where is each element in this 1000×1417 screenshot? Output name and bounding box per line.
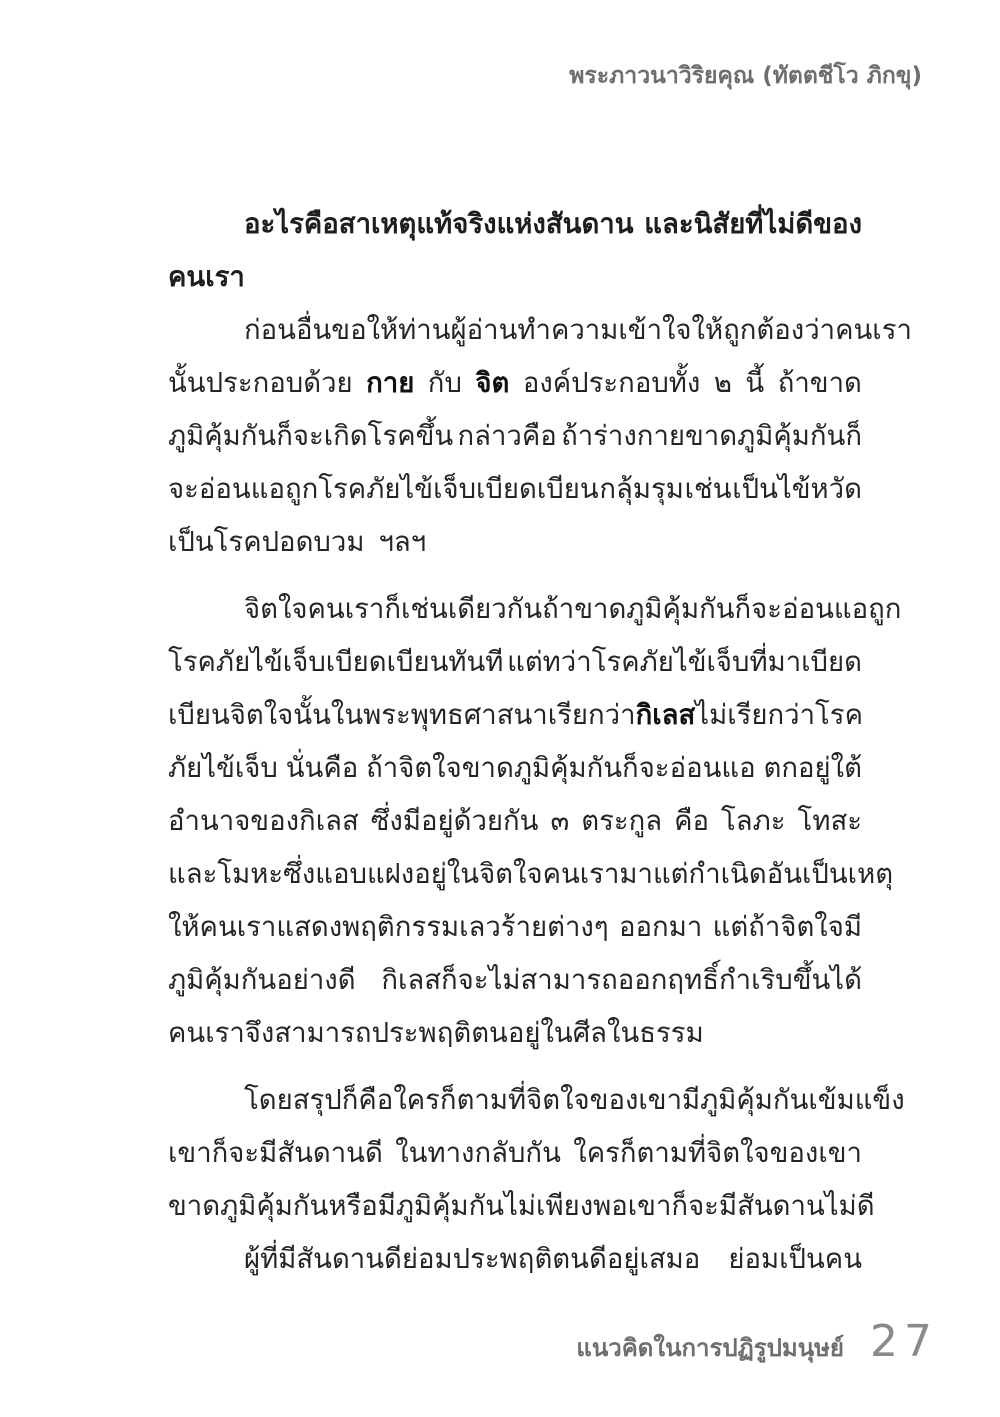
paragraph-2-line-6 (168, 848, 894, 901)
text-segment: โรคภัยไข้เจ็บเบียดเบียนทันที (168, 646, 504, 678)
page-number: 27 (870, 1316, 938, 1367)
text-segment: ก่อนอื่นขอให้ท่านผู้อ่านทำความเข้าใจให้ถูกต้องว่า (244, 314, 836, 346)
text-segment: อันเป็นเหตุ (766, 858, 894, 890)
text-segment: เขาก็จะมีสันดานไม่ดี (627, 1190, 875, 1222)
text-segment: อะไรคือสาเหตุแท้จริงแห่งสันดาน (244, 208, 634, 240)
paragraph-2-line-9 (168, 1007, 862, 1060)
paragraph-1-line-1 (168, 304, 912, 357)
text-segment: ภัยไข้เจ็บ (168, 752, 278, 784)
text-segment: คนเรา (835, 314, 912, 346)
bold-term-kaya: กาย (366, 367, 415, 399)
paragraph-1-line-4 (168, 463, 862, 516)
paragraph-3-line-1 (168, 1074, 905, 1127)
text-segment: จิตใจคนเราก็เช่นเดียวกัน (244, 593, 543, 625)
paragraph-4-line-1 (168, 1233, 862, 1286)
page-footer (576, 1316, 938, 1367)
paragraph-2-line-5 (168, 795, 862, 848)
text-segment: ออกมา (619, 911, 703, 943)
text-segment: ผู้ที่มีสันดานดีย่อมประพฤติตนดีอยู่เสมอ (244, 1243, 701, 1275)
text-segment: ถูก (868, 593, 902, 625)
text-segment: กับ (427, 367, 462, 399)
text-segment: ๓ (550, 805, 570, 837)
text-segment: เขาก็จะมีสันดานดี (168, 1137, 383, 1169)
paragraph-2-line-3 (168, 689, 862, 742)
text-segment: ภูมิคุ้มกันก็จะเกิดโรคขึ้น (168, 420, 454, 452)
text-segment: แต่ถ้าจิตใจมี (712, 911, 862, 943)
text-segment: ๒ (713, 367, 732, 399)
page-body (168, 198, 912, 1286)
text-segment: คนเรา (168, 261, 245, 293)
text-segment: และนิสัยที่ไม่ดีของ (644, 208, 862, 240)
bold-term-chit: จิต (475, 367, 510, 399)
text-segment: แต่ทว่าโรคภัยไข้เจ็บที่มาเบียด (507, 646, 862, 678)
text-segment: คือ (674, 805, 710, 837)
paragraph-2-line-8 (168, 954, 862, 1007)
paragraph-1-line-5 (168, 516, 862, 569)
paragraph-2-line-2 (168, 636, 862, 689)
text-segment: จะอ่อนแอถูกโรคภัยไข้เจ็บเบียดเบียน (168, 473, 599, 505)
text-segment: ตระกูล (581, 805, 663, 837)
section-heading-line-1 (168, 198, 862, 251)
text-segment: นั้นประกอบด้วย (168, 367, 353, 399)
text-segment: ให้คนเราแสดงพฤติกรรมเลวร้ายต่างๆ (168, 911, 609, 943)
text-segment: ถ้าร่างกายขาดภูมิคุ้มกันก็ (561, 420, 862, 452)
text-segment: อำนาจของกิเลส (168, 805, 359, 837)
paragraph-1-line-3 (168, 410, 862, 463)
text-segment: ในพระพุทธศาสนาเรียกว่า (330, 699, 636, 731)
text-segment: ถ้าขาด (777, 367, 862, 399)
running-head: พระภาวนาวิริยคุณ (ทัตตชีโว ภิกขุ) (569, 63, 922, 89)
paragraph-3-line-3 (168, 1180, 875, 1233)
text-segment: นั่นคือ (285, 752, 359, 784)
text-segment: ไม่เรียกว่าโรค (695, 699, 863, 731)
bold-term-kilesa: กิเลส (635, 699, 696, 731)
book-title: แนวคิดในการปฏิรูปมนุษย์ (576, 1334, 844, 1362)
text-segment: โทสะ (797, 805, 862, 837)
text-segment: ถ้าขาดภูมิคุ้มกันก็จะอ่อนแอ (542, 593, 869, 625)
paragraph-3-line-2 (168, 1127, 862, 1180)
text-segment: นี้ (745, 367, 765, 399)
text-segment: ใครก็ตามที่จิตใจของเขามีภูมิคุ้มกันเข้มแข็ง (393, 1084, 905, 1116)
paragraph-1-line-2 (168, 357, 862, 410)
section-heading-line-2 (168, 251, 862, 304)
text-segment: เป็นโรคปอดบวม (168, 526, 365, 558)
text-segment: กลุ้มรุม (599, 473, 684, 505)
text-segment: คนเราจึงสามารถประพฤติตนอยู่ในศีลในธรรม (168, 1017, 704, 1049)
paragraph-2-line-1 (168, 583, 902, 636)
text-segment: องค์ประกอบทั้ง (522, 367, 701, 399)
text-segment: ถ้าจิตใจขาดภูมิคุ้มกันก็จะอ่อนแอ (366, 752, 756, 784)
text-segment: ซึ่งมีอยู่ด้วยกัน (370, 805, 539, 837)
text-segment: เป็นไข้หวัด (732, 473, 862, 505)
text-segment: โลภะ (721, 805, 786, 837)
text-segment: เบียนจิตใจนั้น (168, 699, 331, 731)
text-segment: หรือมีภูมิคุ้มกันไม่เพียงพอ (328, 1190, 628, 1222)
text-segment: ขาดภูมิคุ้มกัน (168, 1190, 329, 1222)
text-segment: ตกอยู่ใต้ (763, 752, 862, 784)
paragraph-2-line-4 (168, 742, 862, 795)
text-segment: ภูมิคุ้มกันอย่างดี (168, 964, 356, 996)
text-segment: ย่อมเป็นคน (728, 1243, 862, 1275)
text-segment: โดยสรุปก็คือ (244, 1084, 394, 1116)
text-segment: เช่น (684, 473, 732, 505)
text-segment: ในทางกลับกัน (395, 1137, 561, 1169)
text-segment: และโมหะ (168, 858, 284, 890)
paragraph-2-line-7 (168, 901, 862, 954)
text-segment: ใครก็ตามที่จิตใจของเขา (573, 1137, 862, 1169)
text-segment: ฯลฯ (378, 526, 427, 558)
text-segment: กล่าวคือ (457, 420, 557, 452)
text-segment: ซึ่งแอบแฝงอยู่ในจิตใจคนเรามาแต่กำเนิด (283, 858, 767, 890)
text-segment: กิเลสก็จะไม่สามารถออกฤทธิ์กำเริบขึ้นได้ (381, 964, 862, 996)
